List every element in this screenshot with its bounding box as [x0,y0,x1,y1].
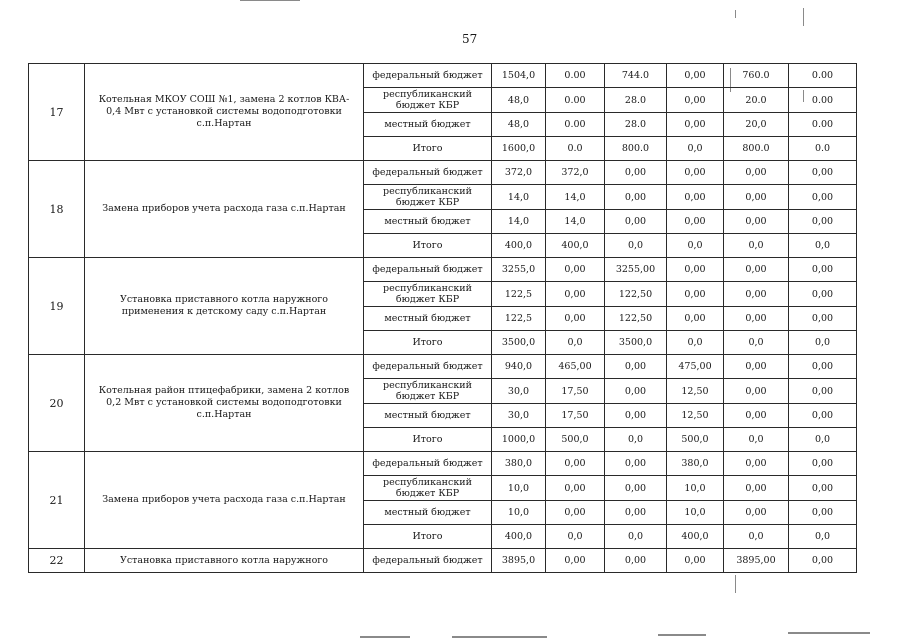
total-amount: 400,0 [492,234,546,258]
year-amount: 0.00 [789,113,857,137]
year-amount: 0,00 [724,282,789,307]
project-description: Замена приборов учета расхода газа с.п.Нартан [85,161,364,258]
year-amount: 0,00 [724,210,789,234]
year-amount: 0,00 [789,161,857,185]
year-amount: 0,00 [789,476,857,501]
year-amount: 122,50 [605,282,667,307]
year-amount: 0,00 [605,185,667,210]
year-amount: 0.00 [546,64,605,88]
year-amount: 0,00 [546,258,605,282]
total-amount: 30,0 [492,404,546,428]
year-amount: 400,0 [667,525,724,549]
project-description: Установка приставного котла наружного [85,549,364,573]
year-amount: 0,00 [605,452,667,476]
total-amount: 30,0 [492,379,546,404]
year-amount: 744.0 [605,64,667,88]
year-amount: 122,50 [605,307,667,331]
year-amount: 12,50 [667,404,724,428]
budget-table-wrapper [28,63,857,573]
total-amount: 10,0 [492,501,546,525]
year-amount: 14,0 [546,210,605,234]
funding-source: республиканский бюджет КБР [364,379,492,404]
year-amount: 0,00 [724,452,789,476]
funding-source: республиканский бюджет КБР [364,185,492,210]
year-amount: 0,00 [667,282,724,307]
year-amount: 372,0 [546,161,605,185]
year-amount: 17,50 [546,404,605,428]
total-amount: 14,0 [492,210,546,234]
year-amount: 0,00 [546,476,605,501]
year-amount: 0,00 [789,185,857,210]
year-amount: 0,0 [789,331,857,355]
year-amount: 0,00 [667,210,724,234]
project-description: Котельная район птицефабрики, замена 2 котлов 0,2 Мвт с установкой системы водоподготовки с.п.Нартан [85,355,364,452]
total-amount: 3895,0 [492,549,546,573]
year-amount: 0,00 [667,549,724,573]
year-amount: 0,00 [789,452,857,476]
scan-mark [658,634,706,636]
year-amount: 0,00 [605,161,667,185]
funding-source: республиканский бюджет КБР [364,282,492,307]
table-row [29,549,857,573]
funding-source: федеральный бюджет [364,452,492,476]
year-amount: 0,00 [724,355,789,379]
total-amount: 48,0 [492,113,546,137]
year-amount: 400,0 [546,234,605,258]
funding-source: федеральный бюджет [364,64,492,88]
year-amount: 0,00 [667,113,724,137]
year-amount: 0.00 [546,88,605,113]
year-amount: 28.0 [605,113,667,137]
total-amount: 1600,0 [492,137,546,161]
year-amount: 12,50 [667,379,724,404]
funding-source: федеральный бюджет [364,161,492,185]
funding-source: местный бюджет [364,307,492,331]
year-amount: 0,00 [724,258,789,282]
year-amount: 0,00 [724,404,789,428]
funding-source: Итого [364,234,492,258]
table-row [29,161,857,185]
year-amount: 0,0 [605,234,667,258]
year-amount: 0,00 [546,282,605,307]
year-amount: 0,00 [667,185,724,210]
year-amount: 0,00 [724,161,789,185]
project-description: Замена приборов учета расхода газа с.п.Нартан [85,452,364,549]
year-amount: 0.00 [789,64,857,88]
total-amount: 14,0 [492,185,546,210]
table-row [29,64,857,88]
year-amount: 800.0 [724,137,789,161]
scan-mark [803,8,804,26]
year-amount: 0,0 [724,331,789,355]
year-amount: 28.0 [605,88,667,113]
year-amount: 10,0 [667,501,724,525]
year-amount: 0,0 [667,331,724,355]
year-amount: 0,00 [546,501,605,525]
year-amount: 10,0 [667,476,724,501]
year-amount: 0,0 [667,234,724,258]
scan-mark [360,636,410,638]
funding-source: республиканский бюджет КБР [364,476,492,501]
year-amount: 0,00 [789,307,857,331]
total-amount: 372,0 [492,161,546,185]
year-amount: 20,0 [724,113,789,137]
year-amount: 0,00 [789,501,857,525]
year-amount: 0,00 [667,64,724,88]
funding-source: Итого [364,137,492,161]
year-amount: 3895,00 [724,549,789,573]
year-amount: 0,00 [605,404,667,428]
budget-table [28,63,857,573]
funding-source: федеральный бюджет [364,549,492,573]
total-amount: 3255,0 [492,258,546,282]
scan-mark [240,0,300,1]
year-amount: 0,0 [605,525,667,549]
year-amount: 0,0 [724,428,789,452]
year-amount: 0,00 [605,501,667,525]
total-amount: 1000,0 [492,428,546,452]
year-amount: 500,0 [667,428,724,452]
table-row [29,355,857,379]
total-amount: 1504,0 [492,64,546,88]
year-amount: 0,00 [667,258,724,282]
funding-source: Итого [364,331,492,355]
total-amount: 10,0 [492,476,546,501]
funding-source: местный бюджет [364,501,492,525]
year-amount: 0,00 [546,549,605,573]
year-amount: 0.0 [546,137,605,161]
year-amount: 500,0 [546,428,605,452]
year-amount: 0,0 [789,525,857,549]
year-amount: 0,0 [546,525,605,549]
project-number: 19 [29,258,85,355]
scan-mark [452,636,547,638]
year-amount: 465,00 [546,355,605,379]
page-number: 57 [462,32,478,46]
year-amount: 3255,00 [605,258,667,282]
year-amount: 800.0 [605,137,667,161]
year-amount: 0,00 [546,307,605,331]
year-amount: 0,00 [789,258,857,282]
year-amount: 0,00 [724,501,789,525]
scan-mark [735,10,736,18]
funding-source: местный бюджет [364,113,492,137]
project-description: Установка приставного котла наружного применения к детскому саду с.п.Нартан [85,258,364,355]
year-amount: 0,00 [724,379,789,404]
project-number: 21 [29,452,85,549]
year-amount: 0,00 [605,549,667,573]
funding-source: Итого [364,428,492,452]
total-amount: 48,0 [492,88,546,113]
funding-source: федеральный бюджет [364,258,492,282]
year-amount: 0,00 [724,185,789,210]
year-amount: 0,00 [546,452,605,476]
year-amount: 14,0 [546,185,605,210]
year-amount: 0,00 [605,210,667,234]
year-amount: 0,00 [724,307,789,331]
year-amount: 0,0 [605,428,667,452]
year-amount: 475,00 [667,355,724,379]
year-amount: 0,00 [605,355,667,379]
year-amount: 0,00 [667,161,724,185]
total-amount: 940,0 [492,355,546,379]
scan-mark [735,575,736,593]
year-amount: 0,0 [789,234,857,258]
year-amount: 0,00 [667,88,724,113]
year-amount: 0,0 [789,428,857,452]
year-amount: 0.00 [546,113,605,137]
total-amount: 380,0 [492,452,546,476]
funding-source: Итого [364,525,492,549]
year-amount: 0,00 [789,282,857,307]
project-description: Котельная МКОУ СОШ №1, замена 2 котлов КВА- 0,4 Мвт с установкой системы водоподготовки с.п.Нартан [85,64,364,161]
year-amount: 0,0 [667,137,724,161]
year-amount: 0,00 [605,379,667,404]
total-amount: 400,0 [492,525,546,549]
table-row [29,258,857,282]
year-amount: 17,50 [546,379,605,404]
year-amount: 0,0 [724,234,789,258]
total-amount: 3500,0 [492,331,546,355]
funding-source: федеральный бюджет [364,355,492,379]
year-amount: 0,00 [789,210,857,234]
year-amount: 0,00 [667,307,724,331]
year-amount: 0.0 [789,137,857,161]
year-amount: 20.0 [724,88,789,113]
funding-source: республиканский бюджет КБР [364,88,492,113]
project-number: 18 [29,161,85,258]
funding-source: местный бюджет [364,210,492,234]
project-number: 20 [29,355,85,452]
year-amount: 0,00 [789,355,857,379]
total-amount: 122,5 [492,307,546,331]
scan-mark [788,632,870,634]
year-amount: 0,00 [605,476,667,501]
project-number: 22 [29,549,85,573]
year-amount: 3500,0 [605,331,667,355]
year-amount: 760.0 [724,64,789,88]
year-amount: 380,0 [667,452,724,476]
funding-source: местный бюджет [364,404,492,428]
total-amount: 122,5 [492,282,546,307]
year-amount: 0,0 [546,331,605,355]
year-amount: 0,00 [789,549,857,573]
year-amount: 0,00 [724,476,789,501]
year-amount: 0,00 [789,379,857,404]
year-amount: 0.00 [789,88,857,113]
year-amount: 0,00 [789,404,857,428]
project-number: 17 [29,64,85,161]
year-amount: 0,0 [724,525,789,549]
table-row [29,452,857,476]
